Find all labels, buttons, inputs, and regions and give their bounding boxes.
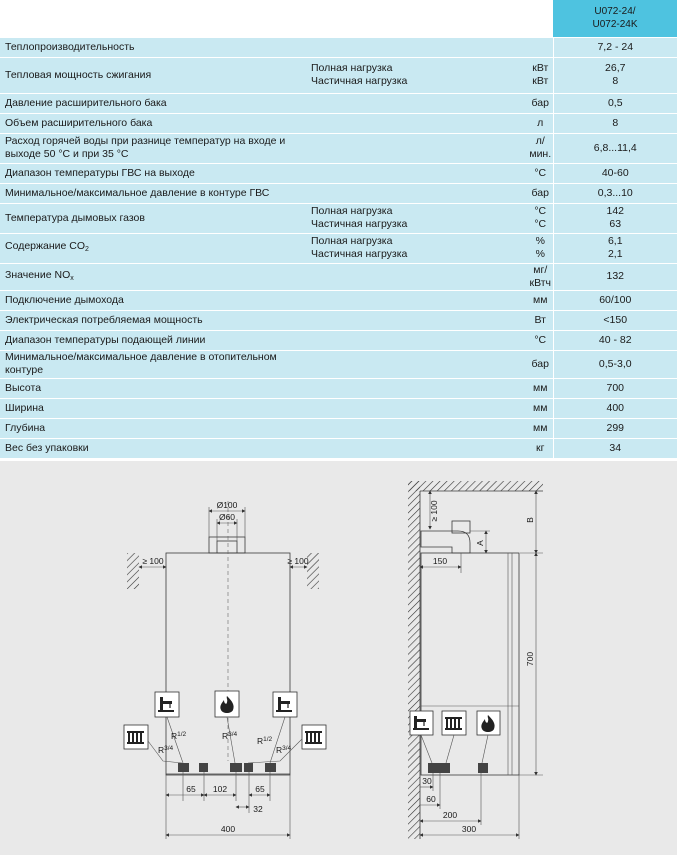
label-a: A [475, 540, 485, 546]
spec-unit: Вт [480, 310, 553, 330]
spec-label: Расход горячей воды при разнице температур на входе и выходе 50 °С и при 35 °С [0, 133, 310, 163]
hot-water-tap-icon-left [155, 692, 179, 717]
spec-value: 132 [553, 263, 677, 290]
spec-unit: мм [480, 290, 553, 310]
spec-row [0, 418, 677, 438]
dim-30: 30 [422, 776, 432, 786]
flame-icon-side [477, 711, 500, 735]
spec-condition [310, 290, 480, 310]
spec-row [0, 350, 677, 378]
side-view [408, 481, 543, 839]
dim-clearance-right: ≥ 100 [287, 556, 309, 566]
spec-label: Минимальное/максимальное давление в отопительном контуре [0, 350, 310, 378]
spec-label: Объем расширительного бака [0, 113, 310, 133]
dim-32: 32 [253, 804, 263, 814]
dimension-drawings-panel [0, 461, 677, 855]
spec-condition [310, 113, 480, 133]
dim-102: 102 [212, 784, 228, 794]
spec-unit: % % [480, 233, 553, 263]
spec-value: 299 [553, 418, 677, 438]
right-wall-hatch [307, 553, 319, 589]
ceiling-hatch [408, 481, 543, 491]
radiator-icon-left [124, 725, 148, 749]
spec-unit: л [480, 113, 553, 133]
dim-clearance-top: ≥ 100 [429, 500, 439, 522]
svg-text:R3/4: $R^{3/4}$ [158, 745, 174, 755]
spec-condition [310, 330, 480, 350]
spec-condition [310, 378, 480, 398]
spec-row [0, 438, 677, 458]
spec-label: Вес без упаковки [0, 438, 310, 458]
spec-label: Теплопроизводительность [0, 37, 310, 57]
spec-unit: мм [480, 398, 553, 418]
dim-clearance-left: ≥ 100 [142, 556, 164, 566]
spec-row [0, 378, 677, 398]
dim-65-right: 65 [255, 784, 265, 794]
spec-value: 400 [553, 398, 677, 418]
pipe-connections-front [166, 763, 290, 774]
spec-row [0, 290, 677, 310]
spec-row [0, 183, 677, 203]
hot-water-tap-icon-side [410, 711, 433, 735]
spec-row [0, 37, 677, 57]
spec-unit: °С °С [480, 203, 553, 233]
flame-icon [215, 691, 239, 717]
spec-label: Ширина [0, 398, 310, 418]
spec-condition: Полная нагрузка Частичная нагрузка [310, 203, 480, 233]
spec-condition [310, 37, 480, 57]
spec-value: 0,5-3,0 [553, 350, 677, 378]
spec-row [0, 133, 677, 163]
spec-unit: бар [480, 93, 553, 113]
dim-200: 200 [442, 810, 458, 820]
spec-condition [310, 350, 480, 378]
spec-label: Диапазон температуры подающей линии [0, 330, 310, 350]
svg-text:R3/4: $R^{3/4}$ [276, 745, 292, 755]
spec-condition [310, 93, 480, 113]
thread-label-r12-left: R [171, 731, 178, 741]
spec-value: 26,7 8 [553, 57, 677, 93]
spec-row [0, 263, 677, 290]
label-b: B [525, 517, 535, 523]
flue-pipe [209, 537, 245, 553]
spec-value: 40-60 [553, 163, 677, 183]
spec-row [0, 233, 677, 263]
spec-label: Температура дымовых газов [0, 203, 310, 233]
spec-unit: кг [480, 438, 553, 458]
spec-row [0, 330, 677, 350]
spec-row [0, 398, 677, 418]
model-header: U072-24/ U072-24K [553, 0, 677, 37]
dim-300: 300 [461, 824, 477, 834]
spec-unit [480, 37, 553, 57]
spec-unit: бар [480, 183, 553, 203]
spec-value: 6,1 2,1 [553, 233, 677, 263]
dim-65-left: 65 [186, 784, 196, 794]
spec-unit: мм [480, 378, 553, 398]
spec-label: Значение $NO_x$ [0, 263, 310, 290]
spec-row [0, 93, 677, 113]
hot-water-tap-icon-right [273, 692, 297, 717]
spec-label: Высота [0, 378, 310, 398]
spec-row [0, 203, 677, 233]
dim-150: 150 [432, 556, 448, 566]
spec-condition [310, 183, 480, 203]
spec-condition [310, 418, 480, 438]
boiler-side-body [421, 553, 519, 775]
thread-label-r34-right: R [276, 745, 283, 755]
spec-condition: Полная нагрузка Частичная нагрузка [310, 233, 480, 263]
spec-condition [310, 398, 480, 418]
spec-condition: Полная нагрузка Частичная нагрузка [310, 57, 480, 93]
svg-text:R1/2: $R^{1/2}$ [171, 731, 187, 741]
spec-label: Диапазон температуры ГВС на выходе [0, 163, 310, 183]
spec-unit: °С [480, 163, 553, 183]
spec-unit: мг/кВтч [480, 263, 553, 290]
svg-text:R3/4: $R^{3/4}$ [222, 731, 238, 741]
flue-elbow [421, 531, 470, 553]
spec-unit: бар [480, 350, 553, 378]
spec-value: 34 [553, 438, 677, 458]
spec-label: Минимальное/максимальное давление в контуре ГВС [0, 183, 310, 203]
dimension-drawings [0, 461, 677, 855]
spec-value: 8 [553, 113, 677, 133]
spec-label: Тепловая мощность сжигания [0, 57, 310, 93]
pipe-connections-side [428, 763, 488, 773]
spec-value: 142 63 [553, 203, 677, 233]
spec-row [0, 113, 677, 133]
spec-row [0, 310, 677, 330]
spec-value: 40 - 82 [553, 330, 677, 350]
spec-value: 0,3...10 [553, 183, 677, 203]
radiator-icon-side [442, 711, 466, 735]
spec-condition [310, 133, 480, 163]
spec-label: Подключение дымохода [0, 290, 310, 310]
back-wall-hatch [408, 481, 420, 839]
spec-row [0, 57, 677, 93]
spec-condition [310, 438, 480, 458]
dim-700: 700 [525, 651, 535, 667]
svg-text:R1/2: $R^{1/2}$ [257, 736, 273, 746]
table-header-row [0, 0, 677, 37]
spec-condition [310, 310, 480, 330]
spec-unit: л/мин. [480, 133, 553, 163]
spec-unit: мм [480, 418, 553, 438]
thread-label-r34-center: R [222, 731, 229, 741]
spec-value: 7,2 - 24 [553, 37, 677, 57]
thread-label-r34-left: R [158, 745, 165, 755]
spec-unit: кВт кВт [480, 57, 553, 93]
front-view [124, 500, 326, 839]
spec-label: Глубина [0, 418, 310, 438]
dim-400: 400 [220, 824, 236, 834]
spec-value: 60/100 [553, 290, 677, 310]
spec-label: Давление расширительного бака [0, 93, 310, 113]
spec-row [0, 163, 677, 183]
spec-value: 0,5 [553, 93, 677, 113]
dim-flue-inner: Ø60 [218, 512, 236, 522]
radiator-icon-right [302, 725, 326, 749]
spec-condition [310, 263, 480, 290]
dim-60: 60 [426, 794, 436, 804]
spec-condition [310, 163, 480, 183]
dim-flue-outer: Ø100 [216, 500, 238, 510]
spec-label: Электрическая потребляемая мощность [0, 310, 310, 330]
spec-value: 6,8...11,4 [553, 133, 677, 163]
thread-label-r12-right: R [257, 736, 264, 746]
left-wall-hatch [127, 553, 139, 589]
spec-label: Содержание $CO_2$ [0, 233, 310, 263]
spec-value: <150 [553, 310, 677, 330]
spec-unit: °С [480, 330, 553, 350]
spec-value: 700 [553, 378, 677, 398]
